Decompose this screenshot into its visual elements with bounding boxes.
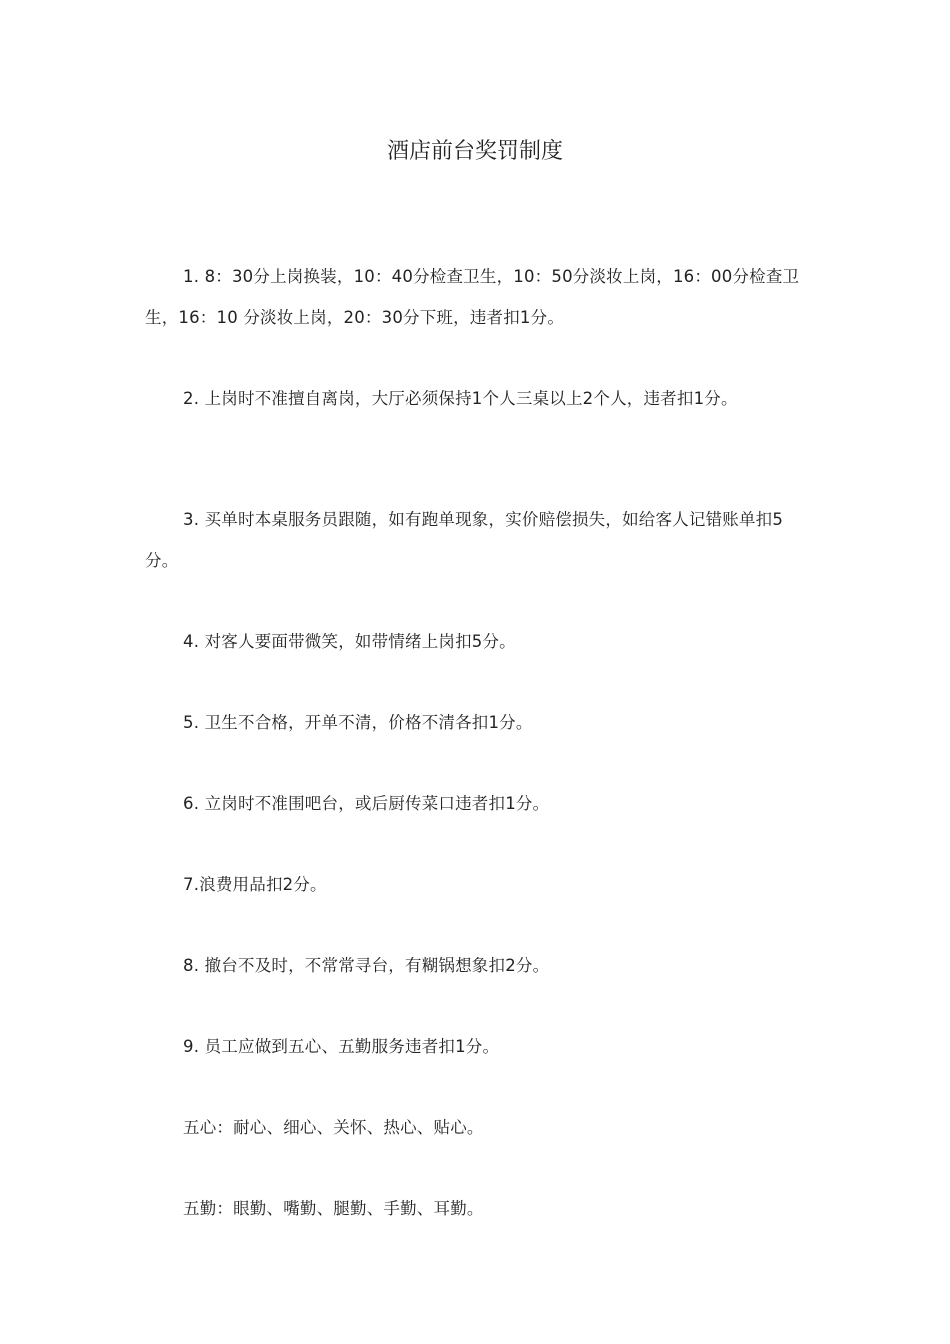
rule-item-5: 5. 卫生不合格，开单不清，价格不清各扣1分。 [183, 713, 533, 732]
rule-item-3: 3. 买单时本桌服务员跟随，如有跑单现象，实价赔偿损失，如给客人记错账单扣5分。 [145, 510, 784, 570]
rule-item-1: 1. 8：30分上岗换装，10：40分检查卫生，10：50分淡妆上岗，16：00分检查卫生，16：10 分淡妆上岗，20：30分下班，违者扣1分。 [145, 267, 800, 327]
rule-five-diligences: 五勤：眼勤、嘴勤、腿勤、手勤、耳勤。 [183, 1199, 484, 1218]
rule-item-7: 7.浪费用品扣2分。 [183, 875, 327, 894]
rule-item-4: 4. 对客人要面带微笑，如带情绪上岗扣5分。 [183, 632, 516, 651]
rule-item-2: 2. 上岗时不准擅自离岗，大厅必须保持1个人三桌以上2个人，违者扣1分。 [183, 389, 738, 408]
rule-five-hearts: 五心：耐心、细心、关怀、热心、贴心。 [183, 1118, 484, 1137]
rule-item-9: 9. 员工应做到五心、五勤服务违者扣1分。 [183, 1037, 500, 1056]
document-title: 酒店前台奖罚制度 [386, 139, 563, 164]
rule-item-8: 8. 撤台不及时，不常常寻台，有糊锅想象扣2分。 [183, 956, 550, 975]
rule-item-6: 6. 立岗时不准围吧台，或后厨传菜口违者扣1分。 [183, 794, 550, 813]
